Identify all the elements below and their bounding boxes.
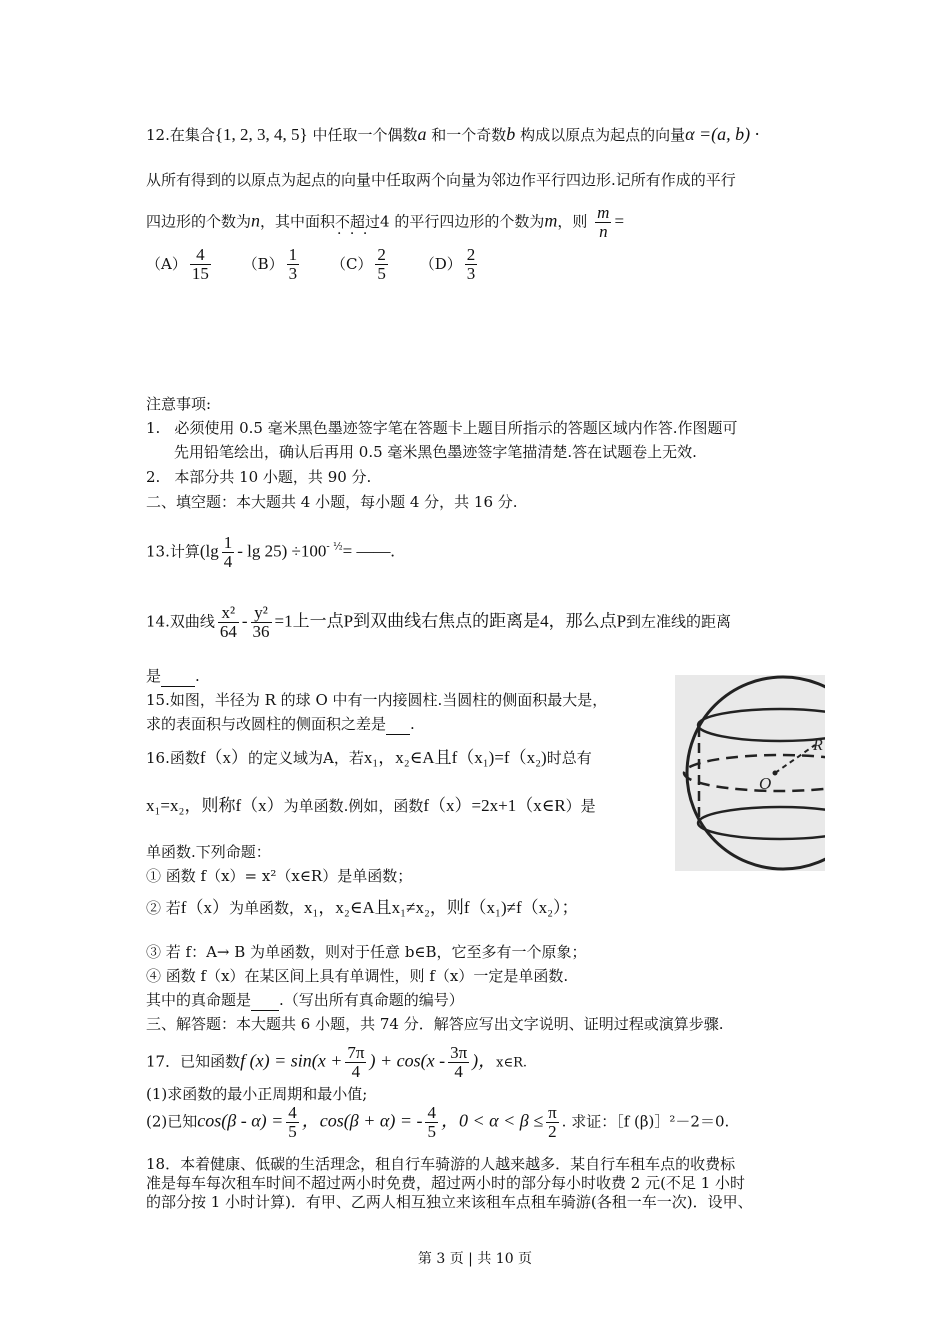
- page-footer: 第 3 页 | 共 10 页: [417, 1251, 533, 1267]
- q18-line3: 的部分按 1 小时计算)．有甲、乙两人相互独立来该租车点租车骑游(各租一车一次)．设甲、: [146, 1193, 753, 1211]
- q17-part-2: (2)已知cos(β - α) = $\frac{4}{5}$ ，cos(β + α) = - $\frac{4}{5}$ ，0 < α < β ≤ $\frac{\pi}{2}$ . 求证：［f (β)］²－2＝0.: [146, 1103, 730, 1141]
- q17-line1: 17．已知函数f (x) = sin(x + $\frac{7\pi}{4}$ ) + cos(x - $\frac{3\pi}{4}$ )，x∈R.: [146, 1043, 528, 1081]
- label-R: R: [813, 737, 823, 754]
- option-d: （D） $\frac{2}{3}$: [419, 245, 476, 283]
- q16-prop-1: ① 函数 f（x）= x²（x∈R）是单函数；: [146, 867, 413, 885]
- q12-var-b: b: [506, 124, 516, 144]
- option-a: （A） $\frac{4}{15}$: [146, 245, 209, 283]
- q16-line1: 16.函数f（x）的定义域为A，若x₁，x₂∈A且f（x₁)=f（x₂)时总有: [146, 748, 592, 767]
- q16-prop-2: ② 若f（x）为单函数，x₁，x₂∈A且x₁≠x₂，则f（x₁)≠f（x₂）；: [146, 898, 579, 917]
- section-3-heading: 三、解答题：本大题共 6 小题，共 74 分．解答应写出文字说明、证明过程或演算步骤.: [146, 1015, 724, 1033]
- q12-line3: 四边形的个数为n，其中面积不超过 · · ·4 的平行四边形的个数为m，则 $\frac{m}{n}$ =: [146, 204, 624, 241]
- q14-cont: 是 .: [146, 667, 200, 685]
- q15-line2: 求的表面积与改圆柱的侧面积之差是 .: [146, 715, 415, 733]
- q12-line2: 从所有得到的以原点为起点的向量中任取两个向量为邻边作平行四边形.记所有作成的平行: [146, 171, 736, 189]
- q16-line2: x₁=x₂，则称f（x）为单函数.例如，函数f（x）=2x+1（x∈R）是: [146, 796, 596, 815]
- q14: 14.双曲线 $\frac{\text{x²}}{64}$ - $\frac{\text{y²}}{36}$ =1上一点P到双曲线右焦点的距离是4，那么点P到左准线的距离: [146, 603, 732, 641]
- section-2-heading: 二、填空题：本大题共 4 小题，每小题 4 分，共 16 分.: [146, 493, 518, 511]
- option-c: （C） $\frac{2}{5}$: [330, 245, 386, 283]
- notice-title: 注意事项:: [146, 395, 212, 413]
- q16-prop-4: ④ 函数 f（x）在某区间上具有单调性，则 f（x）一定是单函数.: [146, 967, 569, 985]
- label-O: O: [759, 774, 772, 793]
- notice-item-1-cont: 先用铅笔绘出，确认后再用 0.5 毫米黑色墨迹签字笔描清楚.答在试题卷上无效.: [174, 443, 697, 461]
- q18-line1: 18．本着健康、低碳的生活理念，租自行车骑游的人越来越多．某自行车租车点的收费标: [146, 1155, 736, 1173]
- option-b: （B） $\frac{1}{3}$: [242, 245, 298, 283]
- q12-line1: 12.在集合{1, 2, 3, 4, 5} 中任取一个偶数a 和一个奇数b 构成以原点为起点的向量α =(a, b) ·: [146, 124, 760, 144]
- q12-vector: α =(a, b) ·: [685, 124, 760, 144]
- q17-part-1: (1)求函数的最小正周期和最小值;: [146, 1085, 368, 1103]
- q15-line1: 15.如图，半径为 R 的球 O 中有一内接圆柱.当圆柱的侧面积最大是，: [146, 691, 608, 709]
- q12-set: {1, 2, 3, 4, 5}: [214, 125, 308, 144]
- emphasis-dots: 不超过 · · ·: [335, 212, 380, 232]
- q13: 13.计算(lg $\frac{1}{4}$ - $\lg 25) \div 100^{- \frac{1}{2}}=$ ——.: [146, 533, 395, 571]
- sphere-figure: [675, 675, 825, 871]
- q12-var-a: a: [417, 124, 427, 144]
- q16-line3: 单函数.下列命题：: [146, 843, 271, 861]
- q18-line2: 准是每车每次租车时间不超过两小时免费，超过两小时的部分每小时收费 2 元(不足 1 小时: [146, 1174, 746, 1192]
- q16-prop-3: ③ 若 f：A→ B 为单函数，则对于任意 b∈B，它至多有一个原象；: [146, 943, 587, 961]
- notice-item-1: 1. 必须使用 0.5 毫米黑色墨迹签字笔在答题卡上题目所指示的答题区域内作答.作图题可: [146, 419, 738, 437]
- q16-answer: 其中的真命题是 .（写出所有真命题的编号）: [146, 991, 464, 1009]
- notice-item-2: 2. 本部分共 10 小题，共 90 分.: [146, 468, 372, 486]
- q12-options: [146, 246, 480, 283]
